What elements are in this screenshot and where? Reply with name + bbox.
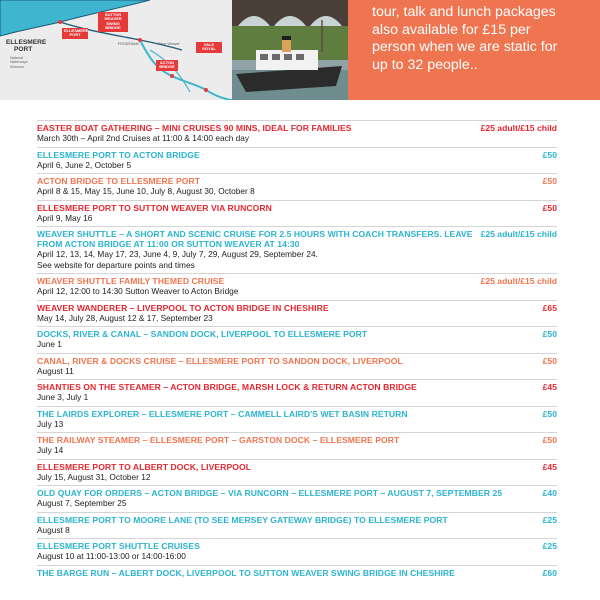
cruise-title: THE RAILWAY STEAMER – ELLESMERE PORT – GARSTON DOCK – ELLESMERE PORT [37, 435, 400, 445]
cruise-dates: July 13 [37, 418, 64, 429]
cruise-dates: August 8 [37, 524, 70, 535]
cruise-entry-header [37, 203, 557, 213]
cruise-dates: July 15, August 31, October 12 [37, 471, 151, 482]
cruise-entry-header [37, 303, 557, 313]
cruise-title: SHANTIES ON THE STEAMER – ACTON BRIDGE, MARSH LOCK & RETURN ACTON BRIDGE [37, 382, 417, 392]
cruise-dates: August 10 at 11:00-13:00 or 14:00-16:00 [37, 551, 186, 561]
cruise-entry-header [37, 329, 557, 339]
cruise-price: £60 [542, 567, 557, 578]
cruise-dates: March 30th – April 2nd Cruises at 11:00 & 14:00 each day [37, 133, 250, 143]
cruise-entry-header [37, 488, 557, 498]
cruise-price: £45 [542, 382, 557, 392]
steamer-photo-graphic [232, 0, 348, 100]
cruise-entry [37, 353, 557, 380]
cruise-entry [37, 459, 557, 486]
cruise-title: WEAVER WANDERER – LIVERPOOL TO ACTON BRIDGE IN CHESHIRE [37, 302, 329, 313]
promo-line-2: also available for £15 per [372, 21, 531, 38]
route-map [0, 0, 232, 100]
cruise-dates: August 11 [37, 365, 74, 376]
museum-note-line-3: Museum [10, 64, 24, 69]
cruise-title: ELLESMERE PORT TO ACTON BRIDGE [37, 149, 200, 160]
cruise-entry-header [37, 176, 557, 186]
steamer-photo [232, 0, 348, 100]
port-name [6, 40, 46, 54]
cruise-price: £25 adult/£15 child [480, 123, 557, 133]
cruise-title: ACTON BRIDGE TO ELLESMERE PORT [37, 176, 201, 186]
map-label-ellesmere: ELLESMERE PORT [64, 28, 89, 38]
map-river-weaver: River Weaver [158, 42, 180, 46]
cruise-title: WEAVER SHUTTLE – A SHORT AND SCENIC CRUISE FOR 2.5 HOURS WITH COACH TRANSFERS. LEAVE FROM ACTON BRIDGE AT 11:00 OR SUTTON WEAVER AT 14:30 [37, 229, 473, 249]
cruise-price: £50 [542, 435, 557, 445]
cruise-price: £40 [542, 488, 557, 498]
promo-panel [348, 0, 600, 100]
cruise-entry-header [37, 356, 557, 366]
promo-line-3: person when we are static for [372, 39, 558, 55]
cruise-entry [37, 147, 557, 174]
cruise-entry [37, 200, 557, 227]
cruise-entry [37, 379, 557, 406]
cruise-price: £50 [542, 202, 557, 213]
cruise-title: THE BARGE RUN – ALBERT DOCK, LIVERPOOL TO SUTTON WEAVER SWING BRIDGE IN CHESHIRE [37, 567, 455, 578]
cruise-entry-header [37, 462, 557, 472]
museum-note [10, 56, 28, 69]
cruise-price: £25 [542, 541, 557, 551]
cruise-dates: See website for departure points and times [37, 259, 195, 270]
cruise-entry [37, 226, 557, 273]
cruise-price: £50 [542, 176, 557, 186]
cruise-entry-header [37, 515, 557, 525]
cruise-entry [37, 326, 557, 353]
cruise-entry-header [37, 276, 557, 286]
cruise-price: £50 [542, 329, 557, 339]
cruise-price: £50 [542, 149, 557, 160]
promo-line-1: tour, talk and lunch packages [372, 4, 556, 20]
cruise-entry-header [37, 229, 557, 249]
map-label-vale-royal: VALE ROYAL [196, 42, 222, 53]
cruise-title: THE LAIRDS EXPLORER – ELLESMERE PORT – CAMMELL LAIRD'S WET BASIN RETURN [37, 408, 408, 419]
cruise-entry [37, 565, 557, 581]
cruise-dates: June 1 [37, 339, 62, 349]
cruise-entry-header [37, 382, 557, 392]
cruise-dates: June 3, July 1 [37, 392, 89, 402]
cruise-dates: April 8 & 15, May 15, June 10, July 8, August 30, October 8 [37, 186, 255, 196]
cruise-price: £45 [542, 461, 557, 472]
cruise-title: ELLESMERE PORT TO ALBERT DOCK, LIVERPOOL [37, 461, 251, 472]
map-label-sutton: SUTTON WEAVER SWING BRIDGE [98, 12, 128, 32]
cruise-price: £50 [542, 355, 557, 366]
cruise-price: £25 adult/£15 child [480, 276, 557, 286]
map-frodsham: FRODSHAM [118, 42, 139, 46]
cruise-title: ELLESMERE PORT TO MOORE LANE (TO SEE MERSEY GATEWAY BRIDGE) TO ELLESMERE PORT [37, 514, 448, 525]
cruise-entry [37, 173, 557, 200]
cruise-entry [37, 512, 557, 539]
cruise-title: ELLESMERE PORT SHUTTLE CRUISES [37, 541, 200, 551]
cruise-title: WEAVER SHUTTLE FAMILY THEMED CRUISE [37, 276, 225, 286]
cruise-price: £65 [542, 302, 557, 313]
cruise-dates: April 9, May 16 [37, 212, 93, 223]
cruise-entry [37, 273, 557, 300]
promo-line-4: up to 32 people.. [372, 56, 478, 73]
map-label-acton: ACTON BRIDGE [156, 60, 178, 71]
port-name-line-1: ELLESMERE [6, 39, 47, 46]
cruise-dates: August 7, September 25 [37, 498, 127, 508]
promo-text [372, 4, 592, 74]
cruise-dates: April 6, June 2, October 5 [37, 159, 132, 170]
cruise-entry [37, 485, 557, 512]
cruise-dates: July 14 [37, 445, 64, 455]
cruise-entry-header [37, 150, 557, 160]
port-name-line-2: PORT [14, 45, 33, 53]
cruise-entry [37, 300, 557, 327]
cruise-title: OLD QUAY FOR ORDERS – ACTON BRIDGE – VIA RUNCORN – ELLESMERE PORT – AUGUST 7, SEPTEMBER 25 [37, 488, 503, 498]
museum-note-line-2: Waterways [10, 60, 28, 65]
cruise-title: ELLESMERE PORT TO SUTTON WEAVER VIA RUNCORN [37, 202, 272, 213]
cruise-title: CANAL, RIVER & DOCKS CRUISE – ELLESMERE PORT TO SANDON DOCK, LIVERPOOL [37, 355, 403, 366]
cruise-entry-header [37, 123, 557, 133]
cruise-price: £25 adult/£15 child [480, 229, 557, 239]
cruise-dates: April 12, 13, 14, May 17, 23, June 4, 9, July 7, 29, August 29, September 24. [37, 249, 318, 259]
cruise-price: £50 [542, 408, 557, 419]
cruise-price: £25 [542, 514, 557, 525]
cruise-entry-header [37, 568, 557, 578]
cruise-title: DOCKS, RIVER & CANAL – SANDON DOCK, LIVERPOOL TO ELLESMERE PORT [37, 329, 368, 339]
cruise-entry-header [37, 409, 557, 419]
cruise-schedule-list [37, 120, 557, 581]
museum-note-line-1: National [10, 56, 24, 60]
header-band [0, 0, 600, 100]
cruise-entry-header [37, 541, 557, 551]
cruise-entry [37, 538, 557, 565]
cruise-entry [37, 120, 557, 147]
cruise-dates: April 12, 12:00 to 14:30 Sutton Weaver to Acton Bridge [37, 286, 239, 296]
cruise-entry-header [37, 435, 557, 445]
cruise-title: EASTER BOAT GATHERING – MINI CRUISES 90 MINS, IDEAL FOR FAMILIES [37, 123, 352, 133]
cruise-entry [37, 432, 557, 459]
cruise-entry [37, 406, 557, 433]
cruise-dates: May 14, July 28, August 12 & 17, September 23 [37, 312, 213, 323]
